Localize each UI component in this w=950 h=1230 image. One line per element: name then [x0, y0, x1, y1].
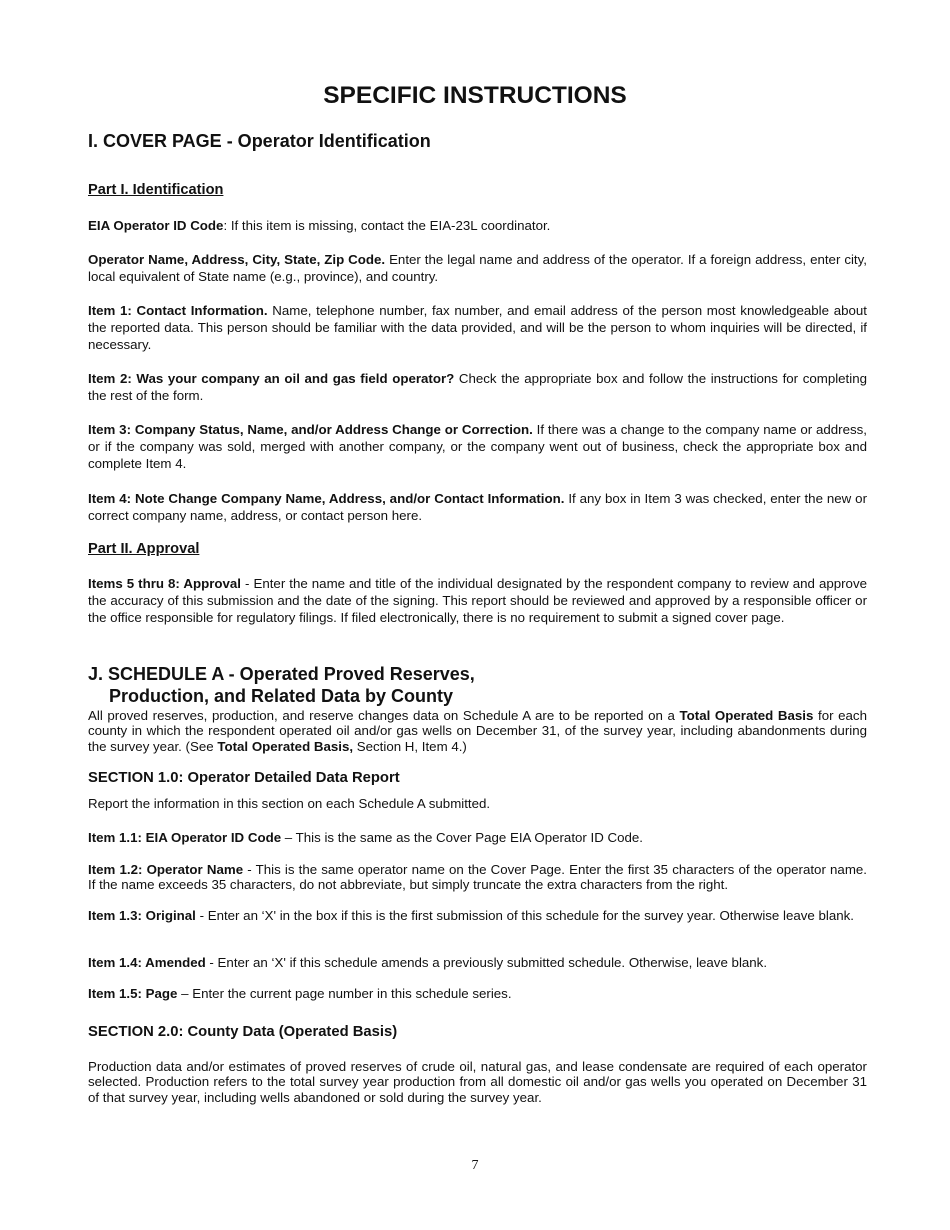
- item-label: Item 1.2: Operator Name: [88, 862, 244, 877]
- item-text: – This is the same as the Cover Page EIA Operator ID Code.: [281, 830, 643, 845]
- item-4-change: [88, 490, 867, 524]
- intro-text: for each county in which the respondent operated oil and/or gas wells on December 31, of the survey year, including abandonments during the survey year. (See: [88, 708, 867, 754]
- item-label: Item 1.1: EIA Operator ID Code: [88, 830, 282, 845]
- item-label: Item 3: Company Status, Name, and/or Address Change or Correction.: [88, 422, 533, 437]
- part-i-heading: Part I. Identification: [88, 182, 224, 198]
- item-text: - This is the same operator name on the Cover Page. Enter the first 35 characters of the operator name. If the name exceeds 35 characters, do not abbreviate, but simply truncate the extra characters from the right.: [88, 862, 867, 893]
- item-1-5: [88, 985, 867, 1002]
- section-2-text: Production data and/or estimates of proved reserves of crude oil, natural gas, and lease condensate are required of each operator selected. Production refers to the total survey year production from all domestic oil and/or gas wells you operated on December 31 of that survey year, including wells abandoned or sold during the survey year.: [88, 1059, 867, 1105]
- item-text: Name, telephone number, fax number, and email address of the person most knowledgeable about the reported data. This person should be familiar with the data provided, and will be the person to whom inquiries will be directed, if necessary.: [88, 303, 867, 352]
- page-title: SPECIFIC INSTRUCTIONS: [323, 82, 627, 109]
- item-label: Item 4: Note Change Company Name, Address, and/or Contact Information.: [88, 491, 565, 506]
- item-label: Operator Name, Address, City, State, Zip Code.: [88, 252, 386, 267]
- item-text: If any box in Item 3 was checked, enter the new or correct company name, address, or contact person here.: [88, 491, 867, 523]
- item-text: : If this item is missing, contact the EIA-23L coordinator.: [223, 218, 551, 233]
- intro-text: All proved reserves, production, and reserve changes data on Schedule A are to be reported on a: [88, 708, 680, 723]
- item-label: Item 1: Contact Information.: [88, 303, 268, 318]
- item-label: Item 2: Was your company an oil and gas field operator?: [88, 371, 455, 386]
- section-1-heading: SECTION 1.0: Operator Detailed Data Report: [88, 770, 400, 786]
- section-i-heading: I. COVER PAGE - Operator Identification: [88, 131, 431, 151]
- item-label: Item 1.5: Page: [88, 986, 178, 1001]
- intro-bold: Total Operated Basis,: [217, 738, 354, 754]
- section-j-intro: [88, 708, 867, 754]
- item-1-3: [88, 908, 867, 923]
- intro-bold: Total Operated Basis: [679, 708, 814, 723]
- item-label: Item 1.3: Original: [88, 908, 196, 923]
- item-text: – Enter the current page number in this schedule series.: [177, 986, 512, 1001]
- item-label: Item 1.4: Amended: [88, 955, 206, 970]
- item-1-4: [88, 954, 867, 971]
- item-text: If there was a change to the company name or address, or if the company was sold, merged with another company, or the company went out of business, check the appropriate box and complete Item 4.: [88, 422, 867, 471]
- item-label: Items 5 thru 8: Approval: [88, 576, 242, 591]
- item-label: EIA Operator ID Code: [88, 218, 224, 233]
- section-1-intro: Report the information in this section on each Schedule A submitted.: [88, 796, 491, 811]
- items-5-8-approval: [88, 575, 867, 626]
- item-text: Check the appropriate box and follow the instructions for completing the rest of the form.: [88, 371, 867, 403]
- item-operator-id: [88, 217, 867, 234]
- item-text: Enter the legal name and address of the operator. If a foreign address, enter city, local equivalent of State name (e.g., province), and country.: [88, 252, 867, 284]
- item-3-status: [88, 421, 867, 472]
- item-1-contact: [88, 302, 867, 353]
- item-text: - Enter the name and title of the individual designated by the respondent company to review and approve the accuracy of this submission and the date of the signing. This report should be reviewed and approved by a responsible officer or the office responsible for regulatory filings. If filed electronically, there is no requirement to submit a signed cover page.: [88, 576, 867, 625]
- item-1-1: [88, 829, 867, 846]
- item-1-2: [88, 862, 867, 893]
- section-2-heading: SECTION 2.0: County Data (Operated Basis): [88, 1024, 398, 1040]
- section-j-heading-line1: J. SCHEDULE A - Operated Proved Reserves,: [88, 664, 475, 684]
- item-text: - Enter an ‘X' in the box if this is the first submission of this schedule for the survey year. Otherwise leave blank.: [195, 908, 854, 923]
- intro-text: Section H, Item 4.): [353, 738, 467, 754]
- section-j-heading: [88, 663, 867, 707]
- item-operator-name: [88, 251, 867, 285]
- item-text: - Enter an ‘X' if this schedule amends a previously submitted schedule. Otherwise, leave blank.: [205, 955, 768, 970]
- section-j-heading-line2: Production, and Related Data by County: [109, 686, 454, 706]
- item-2-operator: [88, 370, 867, 404]
- part-ii-heading: Part II. Approval: [88, 541, 200, 557]
- page-number: 7: [471, 1158, 479, 1173]
